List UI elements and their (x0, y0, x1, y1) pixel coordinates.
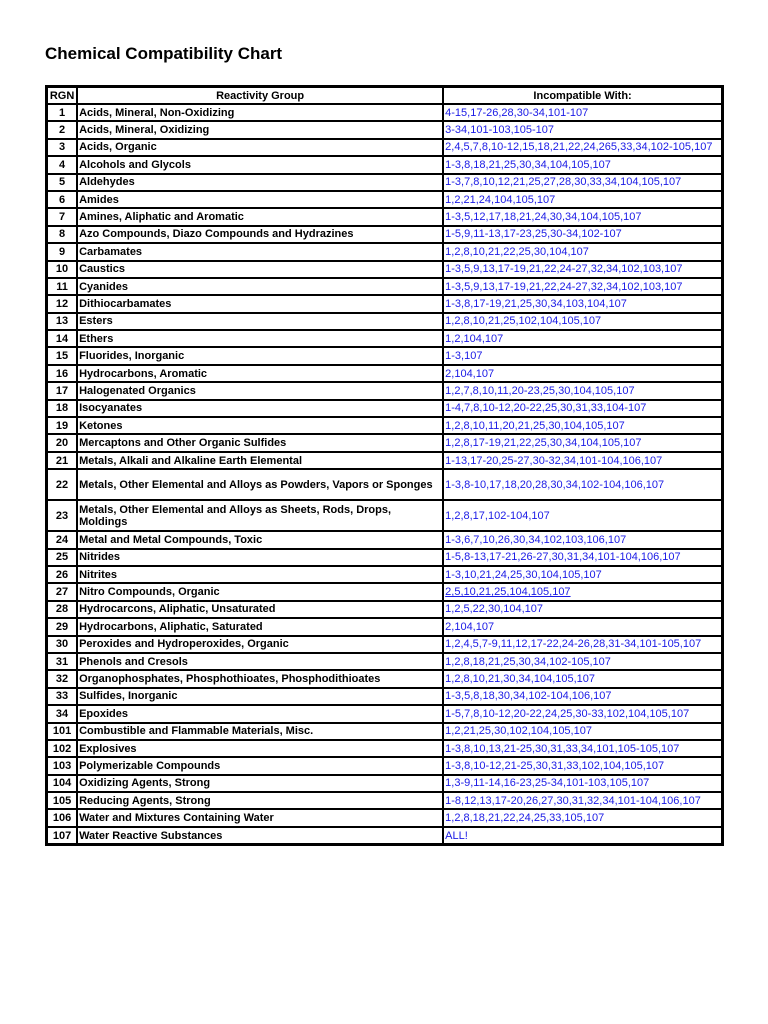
incompatible-with-link[interactable]: 1-3,8,10,13,21-25,30,31,33,34,101,105-105,107 (445, 742, 680, 755)
table-row (47, 469, 722, 500)
table-row (47, 434, 722, 451)
incompatible-with-link[interactable]: 3-34,101-103,105-107 (445, 124, 555, 137)
incompatible-with-cell (443, 688, 722, 705)
rgn-cell: 2 (47, 121, 77, 138)
incompatible-with-link[interactable]: 2,104,107 (445, 367, 495, 380)
table-row (47, 104, 722, 121)
incompatible-with-link[interactable]: 1-8,12,13,17-20,26,27,30,31,32,34,101-104,106,107 (445, 794, 701, 807)
incompatible-with-cell (443, 500, 722, 531)
incompatible-with-link[interactable]: 1-3,8-10,17,18,20,28,30,34,102-104,106,107 (445, 478, 665, 491)
table-row (47, 775, 722, 792)
incompatible-with-cell (443, 226, 722, 243)
header-incompatible-with: Incompatible With: (443, 87, 722, 104)
rgn-cell: 107 (47, 827, 77, 844)
incompatible-with-link[interactable]: 1-3,8,18,21,25,30,34,104,105,107 (445, 158, 611, 171)
table-row (47, 549, 722, 566)
incompatible-with-link[interactable]: 1,2,8,10,21,25,102,104,105,107 (445, 315, 602, 328)
reactivity-group-cell: Amides (77, 191, 443, 208)
reactivity-group-cell: Carbamates (77, 243, 443, 260)
table-row (47, 243, 722, 260)
table-row (47, 566, 722, 583)
incompatible-with-cell (443, 583, 722, 600)
incompatible-with-cell (443, 261, 722, 278)
incompatible-with-link[interactable]: 1-3,6,7,10,26,30,34,102,103,106,107 (445, 533, 627, 546)
rgn-cell: 20 (47, 434, 77, 451)
reactivity-group-cell: Epoxides (77, 705, 443, 722)
rgn-cell: 18 (47, 400, 77, 417)
incompatible-with-cell (443, 139, 722, 156)
table-row (47, 636, 722, 653)
table-row (47, 400, 722, 417)
incompatible-with-cell (443, 174, 722, 191)
reactivity-group-cell: Fluorides, Inorganic (77, 347, 443, 364)
incompatible-with-cell (443, 365, 722, 382)
reactivity-group-cell: Hydrocarbons, Aliphatic, Saturated (77, 618, 443, 635)
reactivity-group-cell: Hydrocarcons, Aliphatic, Unsaturated (77, 601, 443, 618)
rgn-cell: 24 (47, 531, 77, 548)
table-row (47, 583, 722, 600)
table-row (47, 295, 722, 312)
incompatible-with-cell (443, 723, 722, 740)
rgn-cell: 106 (47, 809, 77, 826)
incompatible-with-cell (443, 705, 722, 722)
reactivity-group-cell: Polymerizable Compounds (77, 757, 443, 774)
incompatible-with-link[interactable]: 1-4,7,8,10-12,20-22,25,30,31,33,104-107 (445, 402, 647, 415)
rgn-cell: 12 (47, 295, 77, 312)
table-row (47, 365, 722, 382)
incompatible-with-link[interactable]: 1-5,8-13,17-21,26-27,30,31,34,101-104,106,107 (445, 551, 681, 564)
incompatible-with-link[interactable]: 1-3,5,8,18,30,34,102-104,106,107 (445, 690, 612, 703)
rgn-cell: 8 (47, 226, 77, 243)
incompatible-with-link[interactable]: 1,2,8,10,11,20,21,25,30,104,105,107 (445, 419, 625, 432)
rgn-cell: 19 (47, 417, 77, 434)
reactivity-group-cell: Combustible and Flammable Materials, Misc. (77, 723, 443, 740)
rgn-cell: 105 (47, 792, 77, 809)
incompatible-with-link[interactable]: 1,2,8,10,21,30,34,104,105,107 (445, 673, 596, 686)
incompatible-with-cell (443, 757, 722, 774)
incompatible-with-cell (443, 827, 722, 844)
table-header-row (47, 87, 722, 104)
incompatible-with-cell (443, 618, 722, 635)
incompatible-with-cell (443, 417, 722, 434)
incompatible-with-link[interactable]: 1-5,7,8,10-12,20-22,24,25,30-33,102,104,105,107 (445, 707, 690, 720)
table-row (47, 792, 722, 809)
reactivity-group-cell: Oxidizing Agents, Strong (77, 775, 443, 792)
rgn-cell: 103 (47, 757, 77, 774)
incompatible-with-cell (443, 653, 722, 670)
incompatible-with-cell (443, 469, 722, 500)
incompatible-with-link[interactable]: 1,2,4,5,7-9,11,12,17-22,24-26,28,31-34,101-105,107 (445, 638, 702, 651)
rgn-cell: 1 (47, 104, 77, 121)
table-row (47, 261, 722, 278)
rgn-cell: 7 (47, 208, 77, 225)
incompatible-with-link[interactable]: 1,2,8,18,21,25,30,34,102-105,107 (445, 655, 611, 668)
reactivity-group-cell: Peroxides and Hydroperoxides, Organic (77, 636, 443, 653)
rgn-cell: 30 (47, 636, 77, 653)
incompatible-with-cell (443, 278, 722, 295)
reactivity-group-cell: Alcohols and Glycols (77, 156, 443, 173)
incompatible-with-cell (443, 243, 722, 260)
incompatible-with-cell (443, 566, 722, 583)
incompatible-with-cell (443, 121, 722, 138)
incompatible-with-cell (443, 382, 722, 399)
table-row (47, 618, 722, 635)
reactivity-group-cell: Caustics (77, 261, 443, 278)
incompatible-with-link[interactable]: 1,2,8,10,21,22,25,30,104,107 (445, 245, 589, 258)
table-row (47, 723, 722, 740)
table-row (47, 500, 722, 531)
reactivity-group-cell: Acids, Organic (77, 139, 443, 156)
incompatible-with-link[interactable]: 1,2,8,17-19,21,22,25,30,34,104,105,107 (445, 437, 642, 450)
incompatible-with-cell (443, 792, 722, 809)
reactivity-group-cell: Explosives (77, 740, 443, 757)
incompatible-with-cell (443, 740, 722, 757)
table-row (47, 121, 722, 138)
reactivity-group-cell: Nitro Compounds, Organic (77, 583, 443, 600)
table-row (47, 688, 722, 705)
rgn-cell: 26 (47, 566, 77, 583)
rgn-cell: 29 (47, 618, 77, 635)
incompatible-with-link[interactable]: 1-3,7,8,10,12,21,25,27,28,30,33,34,104,105,107 (445, 176, 682, 189)
incompatible-with-link[interactable]: 1,2,104,107 (445, 332, 504, 345)
table-row (47, 670, 722, 687)
table-row (47, 531, 722, 548)
rgn-cell: 32 (47, 670, 77, 687)
rgn-cell: 21 (47, 452, 77, 469)
rgn-cell: 104 (47, 775, 77, 792)
rgn-cell: 23 (47, 500, 77, 531)
table-row (47, 452, 722, 469)
incompatible-with-link[interactable]: 1-3,8,17-19,21,25,30,34,103,104,107 (445, 297, 627, 310)
reactivity-group-cell: Hydrocarbons, Aromatic (77, 365, 443, 382)
incompatible-with-cell (443, 549, 722, 566)
header-rgn: RGN (47, 87, 77, 104)
incompatible-with-link[interactable]: 1,2,8,18,21,22,24,25,33,105,107 (445, 812, 605, 825)
reactivity-group-cell: Nitrides (77, 549, 443, 566)
table-row (47, 330, 722, 347)
incompatible-with-cell (443, 531, 722, 548)
rgn-cell: 31 (47, 653, 77, 670)
table-row (47, 313, 722, 330)
reactivity-group-cell: Halogenated Organics (77, 382, 443, 399)
rgn-cell: 33 (47, 688, 77, 705)
table-row (47, 653, 722, 670)
incompatible-with-link[interactable]: 1-3,5,9,13,17-19,21,22,24-27,32,34,102,103,107 (445, 263, 683, 276)
table-row (47, 809, 722, 826)
table-row (47, 156, 722, 173)
table-row (47, 347, 722, 364)
incompatible-with-link[interactable]: 1,3-9,11-14,16-23,25-34,101-103,105,107 (445, 777, 650, 790)
incompatible-with-cell (443, 313, 722, 330)
incompatible-with-cell (443, 104, 722, 121)
reactivity-group-cell: Water Reactive Substances (77, 827, 443, 844)
reactivity-group-cell: Nitrites (77, 566, 443, 583)
rgn-cell: 27 (47, 583, 77, 600)
table-row (47, 601, 722, 618)
reactivity-group-cell: Aldehydes (77, 174, 443, 191)
incompatible-with-cell (443, 670, 722, 687)
reactivity-group-cell: Metals, Other Elemental and Alloys as Powders, Vapors or Sponges (77, 469, 443, 500)
rgn-cell: 28 (47, 601, 77, 618)
rgn-cell: 25 (47, 549, 77, 566)
table-row (47, 705, 722, 722)
table-row (47, 382, 722, 399)
reactivity-group-cell: Amines, Aliphatic and Aromatic (77, 208, 443, 225)
rgn-cell: 5 (47, 174, 77, 191)
reactivity-group-cell: Metals, Other Elemental and Alloys as Sheets, Rods, Drops, Moldings (77, 500, 443, 531)
table-row (47, 417, 722, 434)
reactivity-group-cell: Metals, Alkali and Alkaline Earth Elemental (77, 452, 443, 469)
reactivity-group-cell: Phenols and Cresols (77, 653, 443, 670)
rgn-cell: 10 (47, 261, 77, 278)
incompatible-with-link[interactable]: 2,104,107 (445, 620, 495, 633)
incompatible-with-cell (443, 295, 722, 312)
incompatible-with-cell (443, 156, 722, 173)
reactivity-group-cell: Acids, Mineral, Oxidizing (77, 121, 443, 138)
table-row (47, 278, 722, 295)
rgn-cell: 15 (47, 347, 77, 364)
incompatible-with-link[interactable]: 1,2,5,22,30,104,107 (445, 603, 544, 616)
reactivity-group-cell: Ketones (77, 417, 443, 434)
incompatible-with-cell (443, 775, 722, 792)
compatibility-table (45, 85, 724, 846)
rgn-cell: 6 (47, 191, 77, 208)
table-row (47, 139, 722, 156)
incompatible-with-cell (443, 809, 722, 826)
table-row (47, 740, 722, 757)
reactivity-group-cell: Sulfides, Inorganic (77, 688, 443, 705)
incompatible-with-link[interactable]: 1,2,8,17,102-104,107 (445, 509, 550, 522)
rgn-cell: 4 (47, 156, 77, 173)
rgn-cell: 11 (47, 278, 77, 295)
incompatible-with-link[interactable]: 1-3,8,10-12,21-25,30,31,33,102,104,105,107 (445, 759, 665, 772)
incompatible-with-cell (443, 347, 722, 364)
reactivity-group-cell: Water and Mixtures Containing Water (77, 809, 443, 826)
reactivity-group-cell: Metal and Metal Compounds, Toxic (77, 531, 443, 548)
incompatible-with-link[interactable]: 1-3,5,12,17,18,21,24,30,34,104,105,107 (445, 211, 642, 224)
reactivity-group-cell: Azo Compounds, Diazo Compounds and Hydrazines (77, 226, 443, 243)
incompatible-with-cell (443, 330, 722, 347)
reactivity-group-cell: Esters (77, 313, 443, 330)
reactivity-group-cell: Isocyanates (77, 400, 443, 417)
incompatible-with-link[interactable]: 1-3,107 (445, 350, 483, 363)
incompatible-with-link[interactable]: 1-5,9,11-13,17-23,25,30-34,102-107 (445, 228, 622, 241)
header-reactivity-group: Reactivity Group (77, 87, 443, 104)
reactivity-group-cell: Cyanides (77, 278, 443, 295)
rgn-cell: 22 (47, 469, 77, 500)
incompatible-with-link[interactable]: 1-3,5,9,13,17-19,21,22,24-27,32,34,102,103,107 (445, 280, 683, 293)
rgn-cell: 101 (47, 723, 77, 740)
incompatible-with-cell (443, 208, 722, 225)
incompatible-with-link[interactable]: 1,2,7,8,10,11,20-23,25,30,104,105,107 (445, 384, 635, 397)
incompatible-with-link[interactable]: 2,4,5,7,8,10-12,15,18,21,22,24,265,33,34,102-105,107 (445, 141, 713, 154)
incompatible-with-link[interactable]: 1-13,17-20,25-27,30-32,34,101-104,106,107 (445, 454, 663, 467)
reactivity-group-cell: Ethers (77, 330, 443, 347)
incompatible-with-cell (443, 601, 722, 618)
incompatible-with-link[interactable]: ALL! (445, 829, 468, 842)
table-row (47, 191, 722, 208)
table-row (47, 174, 722, 191)
rgn-cell: 14 (47, 330, 77, 347)
incompatible-with-cell (443, 434, 722, 451)
reactivity-group-cell: Acids, Mineral, Non-Oxidizing (77, 104, 443, 121)
incompatible-with-link[interactable]: 4-15,17-26,28,30-34,101-107 (445, 106, 589, 119)
rgn-cell: 34 (47, 705, 77, 722)
page-title: Chemical Compatibility Chart (45, 44, 283, 63)
reactivity-group-cell: Dithiocarbamates (77, 295, 443, 312)
rgn-cell: 13 (47, 313, 77, 330)
rgn-cell: 9 (47, 243, 77, 260)
rgn-cell: 102 (47, 740, 77, 757)
table-row (47, 226, 722, 243)
rgn-cell: 3 (47, 139, 77, 156)
reactivity-group-cell: Organophosphates, Phosphothioates, Phosphodithioates (77, 670, 443, 687)
incompatible-with-cell (443, 191, 722, 208)
incompatible-with-link[interactable]: 1-3,10,21,24,25,30,104,105,107 (445, 568, 602, 581)
incompatible-with-link[interactable]: 1,2,21,24,104,105,107 (445, 193, 556, 206)
reactivity-group-cell: Mercaptons and Other Organic Sulfides (77, 434, 443, 451)
table-body (47, 104, 722, 844)
incompatible-with-cell (443, 400, 722, 417)
rgn-cell: 17 (47, 382, 77, 399)
incompatible-with-link[interactable]: 2,5,10,21,25,104,105,107 (445, 586, 571, 599)
rgn-cell: 16 (47, 365, 77, 382)
table-row (47, 757, 722, 774)
incompatible-with-cell (443, 636, 722, 653)
incompatible-with-cell (443, 452, 722, 469)
reactivity-group-cell: Reducing Agents, Strong (77, 792, 443, 809)
table-row (47, 208, 722, 225)
table-row (47, 827, 722, 844)
incompatible-with-link[interactable]: 1,2,21,25,30,102,104,105,107 (445, 725, 592, 738)
